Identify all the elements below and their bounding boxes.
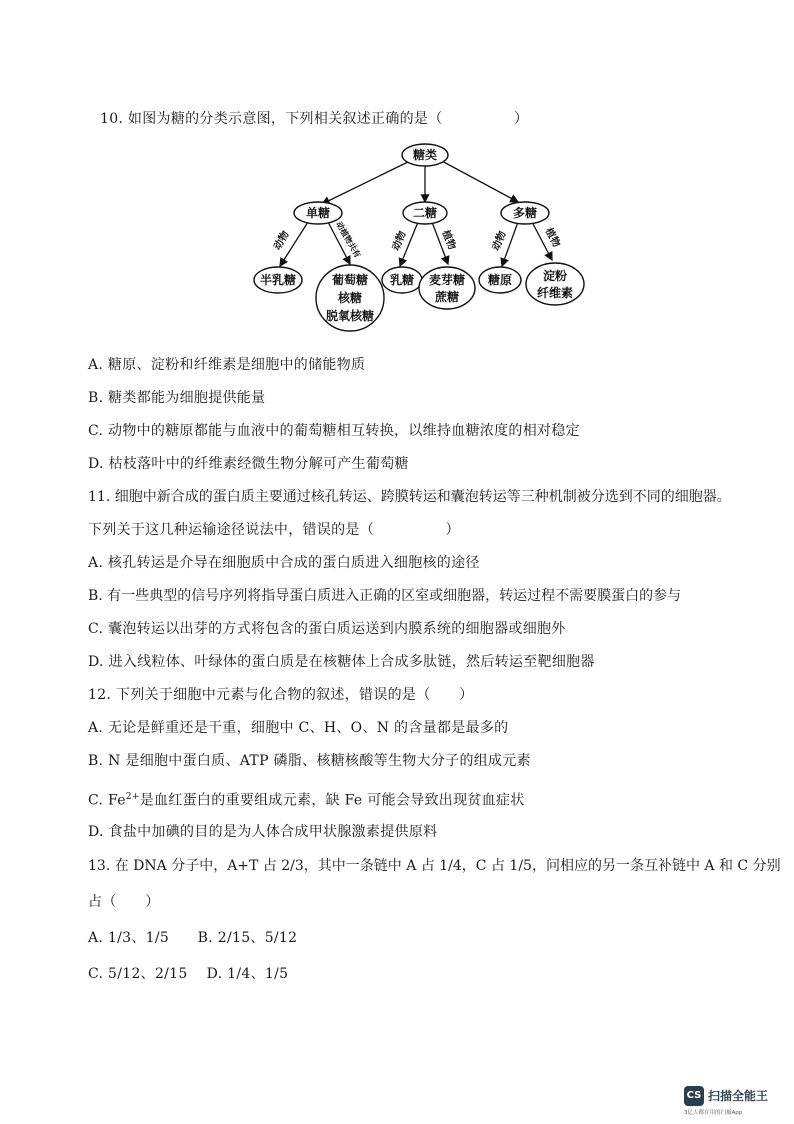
q11-stem-line2: 下列关于这几种运输途径说法中，错误的是（ ）: [88, 522, 460, 538]
q13-options-row2: C. 5/12、2/15 D. 1/4、1/5: [88, 966, 289, 982]
q13-options-row1: A. 1/3、1/5 B. 2/15、5/12: [88, 930, 298, 946]
leaf-glucose: 葡萄糖: [331, 273, 369, 287]
q10-option-c: C. 动物中的糖原都能与血液中的葡萄糖相互转换，以维持血糖浓度的相对稳定: [88, 423, 580, 439]
leaf-maltose: 麦芽糖: [428, 273, 466, 287]
q13-stem-line1: 13. 在 DNA 分子中，A+T 占 2/3，其中一条链中 A 占 1/4，C 占 1/5，问相应的另一条互补链中 A 和 C 分别: [88, 858, 781, 874]
edge-label-di-right: 植物: [439, 228, 458, 252]
q12-option-c-superscript: 2+: [125, 792, 140, 802]
q12-option-b: B. N 是细胞中蛋白质、ATP 磷脂、核糖核酸等生物大分子的组成元素: [88, 753, 531, 769]
q11-option-c: C. 囊泡转运以出芽的方式将包含的蛋白质运送到内膜系统的细胞器或细胞外: [88, 621, 566, 637]
q13-stem-line2: 占（ ）: [88, 894, 160, 910]
q11-option-a: A. 核孔转运是介导在细胞质中合成的蛋白质进入细胞核的途径: [88, 555, 480, 571]
q10-option-b: B. 糖类都能为细胞提供能量: [88, 390, 266, 406]
q10-option-a: A. 糖原、淀粉和纤维素是细胞中的储能物质: [88, 357, 366, 373]
edge-label-poly-right: 植物: [542, 226, 562, 250]
sugar-classification-diagram: [250, 138, 590, 338]
camscanner-tagline: 3亿人都在用的扫描App: [684, 1110, 743, 1116]
q12-option-c: [88, 788, 525, 810]
node-poly-label: 多糖: [512, 206, 538, 220]
node-mono-label: 单糖: [305, 206, 331, 220]
q12-option-c-suffix: 是血红蛋白的重要组成元素，缺 Fe 可能会导致出现贫血症状: [139, 792, 525, 809]
leaf-galactose: 半乳糖: [259, 273, 297, 287]
edge-root-mono: [322, 160, 412, 204]
edge-label-mono-right: 动植物共有: [334, 219, 363, 260]
q11-option-d: D. 进入线粒体、叶绿体的蛋白质是在核糖体上合成多肽链，然后转运至靶细胞器: [88, 654, 595, 670]
edge-label-poly-left: 动物: [490, 229, 509, 253]
leaf-glycogen: 糖原: [487, 273, 513, 287]
leaf-cellulose: 纤维素: [536, 286, 574, 300]
leaf-lactose: 乳糖: [389, 273, 415, 287]
node-root-label: 糖类: [412, 148, 438, 162]
sugar-diagram-svg: [250, 138, 590, 338]
leaf-sucrose: 蔗糖: [434, 290, 460, 304]
q10-option-d: D. 枯枝落叶中的纤维素经微生物分解可产生葡萄糖: [88, 456, 409, 472]
edge-label-di-left: 动物: [390, 229, 409, 253]
leaf-deoxyribose: 脱氧核糖: [325, 309, 375, 323]
scanner-watermark: [684, 1086, 784, 1116]
leaf-ribose: 核糖: [337, 291, 363, 305]
q12-option-a: A. 无论是鲜重还是干重，细胞中 C、H、O、N 的含量都是最多的: [88, 720, 509, 736]
edge-root-poly: [440, 160, 518, 202]
edge-label-mono-left: 动物: [272, 229, 292, 253]
node-di-label: 二糖: [412, 206, 438, 220]
q10-stem: 10. 如图为糖的分类示意图，下列相关叙述正确的是（ ）: [100, 111, 529, 127]
camscanner-logo: CS: [684, 1086, 704, 1106]
q11-option-b: B. 有一些典型的信号序列将指导蛋白质进入正确的区室或细胞器，转运过程不需要膜蛋白的参与: [88, 588, 682, 604]
leaf-starch: 淀粉: [542, 269, 568, 283]
camscanner-name: 扫描全能王: [708, 1089, 769, 1103]
q12-stem: 12. 下列关于细胞中元素与化合物的叙述，错误的是（ ）: [88, 687, 474, 703]
q12-option-d: D. 食盐中加碘的目的是为人体合成甲状腺激素提供原料: [88, 824, 438, 840]
q11-stem-line1: 11. 细胞中新合成的蛋白质主要通过核孔转运、跨膜转运和囊泡转运等三种机制被分选到不同的细胞器。: [88, 489, 731, 505]
q12-option-c-prefix: C. Fe: [88, 792, 126, 809]
